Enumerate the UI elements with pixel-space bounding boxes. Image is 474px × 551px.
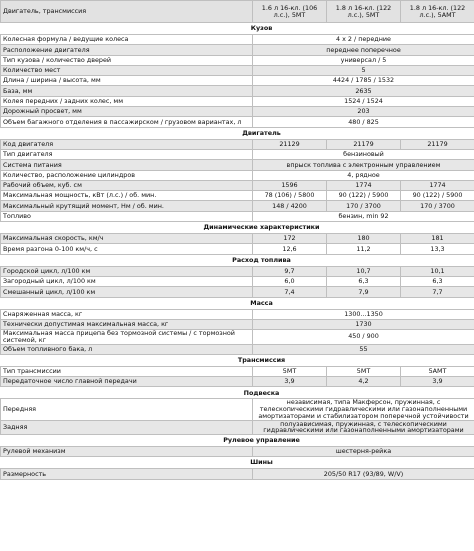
section-title-engine: Двигатель <box>1 127 474 139</box>
row-value: бензин, min 92 <box>253 211 474 221</box>
row-label: Объем багажного отделения в пассажирском / грузовом вариантах, л <box>1 117 253 127</box>
row-label: Расположение двигателя <box>1 45 253 55</box>
table-row <box>1 344 474 354</box>
row-label: Тип трансмиссии <box>1 366 253 376</box>
row-value: 9,7 <box>253 266 327 276</box>
row-value: переднее поперечное <box>253 45 474 55</box>
row-value: 203 <box>253 107 474 117</box>
row-label: Загородный цикл, л/100 км <box>1 276 253 286</box>
table-row <box>1 65 474 75</box>
row-value: 5 <box>253 65 474 75</box>
row-value: 6,3 <box>327 276 401 286</box>
row-value: 21179 <box>401 139 474 149</box>
row-value: 5МТ <box>327 366 401 376</box>
row-value: 90 (122) / 5900 <box>401 191 474 201</box>
table-row <box>1 330 474 344</box>
section-title-suspension: Подвеска <box>1 387 474 399</box>
header-row <box>1 1 474 23</box>
table-row <box>1 86 474 96</box>
row-value: 6,0 <box>253 276 327 286</box>
section-suspension <box>1 387 474 399</box>
row-label: Время разгона 0-100 км/ч, с <box>1 244 253 254</box>
row-value: 55 <box>253 344 474 354</box>
row-label: Рулевой механизм <box>1 447 253 457</box>
table-row <box>1 469 474 479</box>
table-row <box>1 170 474 180</box>
table-row <box>1 287 474 297</box>
row-value: 5МТ <box>253 366 327 376</box>
row-value: шестерня-рейка <box>253 447 474 457</box>
row-label: Максимальная скорость, км/ч <box>1 234 253 244</box>
row-value: 7,4 <box>253 287 327 297</box>
table-row <box>1 377 474 387</box>
row-label: Система питания <box>1 160 253 170</box>
row-label: Смешанный цикл, л/100 км <box>1 287 253 297</box>
row-value: 12,6 <box>253 244 327 254</box>
table-row <box>1 366 474 376</box>
row-value: 3,9 <box>401 377 474 387</box>
table-row <box>1 234 474 244</box>
table-row <box>1 266 474 276</box>
row-value: 10,7 <box>327 266 401 276</box>
row-value: 1774 <box>401 180 474 190</box>
row-value: полузависимая, пружинная, с телескопическими гидравлическими или газонаполненными амортизаторами <box>253 420 474 434</box>
header-label: Двигатель, трансмиссия <box>1 1 253 23</box>
row-value: 1596 <box>253 180 327 190</box>
table-row <box>1 55 474 65</box>
row-label: Максимальная масса прицепа без тормозной системы / с тормозной системой, кг <box>1 330 253 344</box>
row-label: Размерность <box>1 469 253 479</box>
row-value: 78 (106) / 5800 <box>253 191 327 201</box>
table-row <box>1 211 474 221</box>
section-body <box>1 23 474 35</box>
row-value: 170 / 3700 <box>327 201 401 211</box>
table-row <box>1 149 474 159</box>
row-label: Передняя <box>1 399 253 420</box>
row-label: Длина / ширина / высота, мм <box>1 76 253 86</box>
table-row <box>1 45 474 55</box>
section-mass <box>1 297 474 309</box>
row-value: 148 / 4200 <box>253 201 327 211</box>
row-value: 6,3 <box>401 276 474 286</box>
row-value: 4, рядное <box>253 170 474 180</box>
row-value: 205/50 R17 (93/89, W/V) <box>253 469 474 479</box>
row-label: Максимальный крутящий момент, Нм / об. мин. <box>1 201 253 211</box>
row-value: 4 x 2 / передние <box>253 35 474 45</box>
row-value: 3,9 <box>253 377 327 387</box>
row-label: Объем топливного бака, л <box>1 344 253 354</box>
section-title-body: Кузов <box>1 23 474 35</box>
row-value: 1774 <box>327 180 401 190</box>
row-value: 170 / 3700 <box>401 201 474 211</box>
section-title-fuel: Расход топлива <box>1 254 474 266</box>
table-row <box>1 244 474 254</box>
header-col1: 1.6 л 16-кл. (106 л.с.), 5МТ <box>253 1 327 23</box>
table-row <box>1 399 474 420</box>
row-value: 13,3 <box>401 244 474 254</box>
section-dynamics <box>1 222 474 234</box>
row-value: 1730 <box>253 319 474 329</box>
table-row <box>1 139 474 149</box>
row-value: универсал / 5 <box>253 55 474 65</box>
row-value: 181 <box>401 234 474 244</box>
section-title-transmission: Трансмиссия <box>1 354 474 366</box>
row-label: Топливо <box>1 211 253 221</box>
row-value: 7,7 <box>401 287 474 297</box>
row-label: Количество мест <box>1 65 253 75</box>
row-value: 2635 <box>253 86 474 96</box>
row-value: 1300...1350 <box>253 309 474 319</box>
table-row <box>1 276 474 286</box>
row-label: Количество, расположение цилиндров <box>1 170 253 180</box>
row-label: Максимальная мощность, кВт (л.с.) / об. мин. <box>1 191 253 201</box>
row-value: 450 / 900 <box>253 330 474 344</box>
table-row <box>1 447 474 457</box>
row-value: 7,9 <box>327 287 401 297</box>
row-value: 172 <box>253 234 327 244</box>
table-row <box>1 309 474 319</box>
row-value: впрыск топлива с электронным управлением <box>253 160 474 170</box>
table-row <box>1 117 474 127</box>
section-steering <box>1 435 474 447</box>
row-value: 4424 / 1785 / 1532 <box>253 76 474 86</box>
row-label: Технически допустимая максимальная масса, кг <box>1 319 253 329</box>
row-label: Рабочий объем, куб. см <box>1 180 253 190</box>
row-label: База, мм <box>1 86 253 96</box>
table-row <box>1 107 474 117</box>
row-value: независимая, типа Макферсон, пружинная, с телескопическими гидравлическими или газонаполненными амортизаторами и стабилизатором поперечной устойчивости <box>253 399 474 420</box>
row-value: 10,1 <box>401 266 474 276</box>
row-value: 5АМТ <box>401 366 474 376</box>
row-label: Код двигателя <box>1 139 253 149</box>
table-row <box>1 180 474 190</box>
table-row <box>1 160 474 170</box>
row-label: Колесная формула / ведущие колеса <box>1 35 253 45</box>
row-value: 21129 <box>253 139 327 149</box>
row-value: 1524 / 1524 <box>253 96 474 106</box>
table-row <box>1 201 474 211</box>
row-value: 180 <box>327 234 401 244</box>
section-title-steering: Рулевое управление <box>1 435 474 447</box>
section-title-mass: Масса <box>1 297 474 309</box>
row-label: Снаряженная масса, кг <box>1 309 253 319</box>
row-value: 11,2 <box>327 244 401 254</box>
table-row <box>1 319 474 329</box>
section-title-dynamics: Динамические характеристики <box>1 222 474 234</box>
row-label: Задняя <box>1 420 253 434</box>
row-label: Колея передних / задних колес, мм <box>1 96 253 106</box>
row-value: 480 / 825 <box>253 117 474 127</box>
table-row <box>1 35 474 45</box>
section-transmission <box>1 354 474 366</box>
section-fuel <box>1 254 474 266</box>
table-row <box>1 76 474 86</box>
row-value: 21179 <box>327 139 401 149</box>
table-row <box>1 420 474 434</box>
header-col2: 1.8 л 16-кл. (122 л.с.), 5МТ <box>327 1 401 23</box>
header-col3: 1.8 л 16-кл. (122 л.с.), 5АМТ <box>401 1 474 23</box>
row-label: Городской цикл, л/100 км <box>1 266 253 276</box>
row-value: бензиновый <box>253 149 474 159</box>
row-value: 90 (122) / 5900 <box>327 191 401 201</box>
row-label: Дорожный просвет, мм <box>1 107 253 117</box>
row-label: Тип двигателя <box>1 149 253 159</box>
section-engine <box>1 127 474 139</box>
row-label: Тип кузова / количество дверей <box>1 55 253 65</box>
row-value: 4,2 <box>327 377 401 387</box>
section-title-tires: Шины <box>1 457 474 469</box>
section-tires <box>1 457 474 469</box>
table-row <box>1 191 474 201</box>
table-row <box>1 96 474 106</box>
row-label: Передаточное число главной передачи <box>1 377 253 387</box>
